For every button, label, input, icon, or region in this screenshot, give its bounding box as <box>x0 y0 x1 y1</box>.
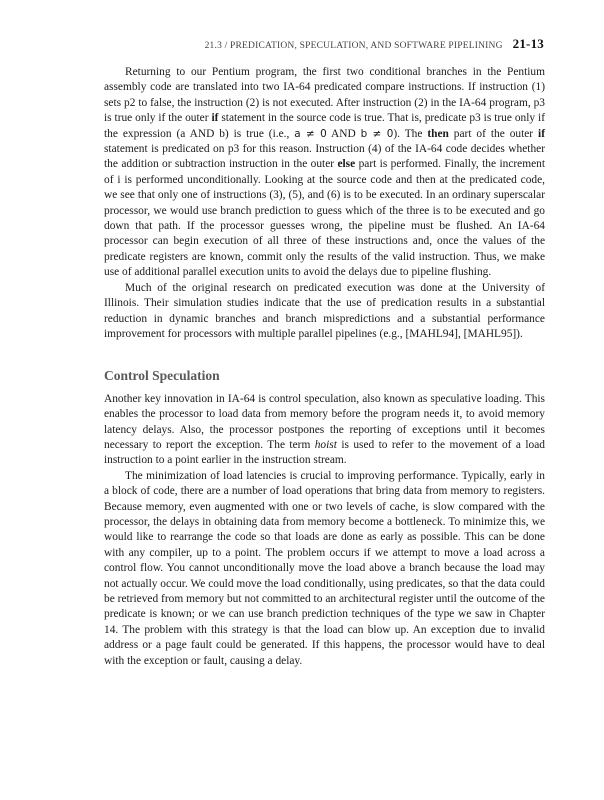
math-expression: b ≠ 0 <box>360 127 394 140</box>
paragraph-predication-example: Returning to our Pentium program, the first two conditional branches in the Pentium assembly code are translated into two IA-64 predicated compare instructions. If instruction (1) sets p2 to false, the instruction (2) is not executed. After instruction (2) in the IA-64 program, p3 is true only if the outer if statement in the source code is true. That is, predicate p3 is true only if the expression (a AND b) is true (i.e., a ≠ 0 AND b ≠ 0). The then part of the outer if statement is predicated on p3 for this reason. Instruction (4) of the IA-64 code decides whether the addition or subtraction instruction in the outer else part is performed. Finally, the increment of i is performed unconditionally. Looking at the source code and then at the predicated code, we see that only one of instructions (3), (5), and (6) is to be executed. In an ordinary superscalar processor, we would use branch prediction to guess which of the three is to be executed and go down that path. If the processor guesses wrong, the pipeline must be flushed. An IA-64 processor can begin execution of all three of these instructions and, once the values of the predicate registers are known, commit only the results of the valid instruction. Thus, we make use of additional parallel execution units to avoid the delays due to pipeline flushing. <box>104 66 546 279</box>
section-title: 21.3 / PREDICATION, SPECULATION, AND SOFTWARE PIPELINING <box>204 41 503 51</box>
section-heading: Control Speculation <box>104 368 220 384</box>
body-text <box>104 65 545 669</box>
math-expression: a ≠ 0 <box>294 127 327 140</box>
page-number: 21-13 <box>512 36 544 51</box>
paragraph-control-speculation: Another key innovation in IA-64 is control speculation, also known as speculative loading. This enables the processor to load data from memory before the program needs it, to avoid memory latency delays. Also, the processor postpones the reporting of exceptions until it becomes necessary to report the exception. The term hoist is used to refer to the movement of a load instruction to a point earlier in the instruction stream. <box>104 392 545 467</box>
paragraph-load-latency: The minimization of load latencies is crucial to improving performance. Typically, early in a block of code, there are a number of load operations that bring data from memory to registers. Because memory, even augmented with one or two levels of cache, is slow compared with the processor, the delays in obtaining data from memory become a bottleneck. To minimize this, we would like to rearrange the code so that loads are done as early as possible. This can be done with any compiler, up to a point. The problem occurs if we attempt to move a load across a control flow. You cannot unconditionally move the load above a branch because the load may not actually occur. We could move the load conditionally, using predicates, so that the data could be retrieved from memory but not committed to an architectural register until the outcome of the predicate is known; or we can use branch prediction techniques of the type we saw in Chapter 14. The problem with this strategy is that the load can blow up. An exception due to invalid address or a page fault could be generated. If this happens, the processor would have to deal with the exception or fault, causing a delay. <box>104 469 545 667</box>
keyword-if: if <box>538 127 545 140</box>
paragraph-illinois-research: Much of the original research on predicated execution was done at the University of Illinois. Their simulation studies indicate that the use of predication results in a substantial reduction in dynamic branches and branch mispredictions and a substantial performance improvement for processors with multiple parallel pipelines (e.g., [MAHL94], [MAHL95]). <box>104 281 545 340</box>
keyword-then: then <box>427 127 449 140</box>
keyword-else: else <box>337 158 356 171</box>
running-header <box>104 36 544 52</box>
term-hoist: hoist <box>314 438 337 451</box>
keyword-if: if <box>211 112 219 125</box>
